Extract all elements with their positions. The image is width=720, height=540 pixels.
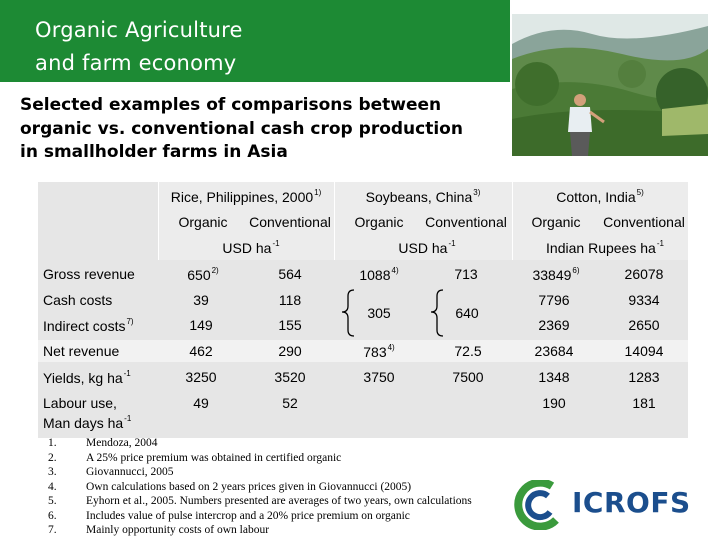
crop-header-cotton: Cotton, India$^{5)}$ <box>556 188 644 205</box>
row-label-gross-revenue: Gross revenue <box>43 266 135 282</box>
cell-value: 462 <box>189 343 213 359</box>
icrofs-logo <box>512 476 691 532</box>
cell-value: 3520 <box>274 369 306 385</box>
cell-value: 7796 <box>538 292 570 308</box>
cell-value: 7500 <box>452 369 484 385</box>
cell-value: 783$^{4)}$ <box>363 343 395 360</box>
cell-value: 1283 <box>628 369 660 385</box>
cell-value: 564 <box>278 266 302 282</box>
title-line-1: Organic Agriculture <box>35 18 243 42</box>
cell-value: 1088$^{4)}$ <box>359 266 399 283</box>
unit-rice: USD $ha^{-1}$ <box>222 239 280 256</box>
cell-value: 72.5 <box>454 343 482 359</box>
cell-value: 9334 <box>628 292 660 308</box>
cell-value: 181 <box>632 395 656 411</box>
cell-value: 650$^{2)}$ <box>187 266 219 283</box>
cell-value: 49 <box>193 395 209 411</box>
unit-soybeans: USD $ha^{-1}$ <box>398 239 456 256</box>
subtitle-line: Selected examples of comparisons between <box>20 95 442 115</box>
cell-value: 155 <box>278 317 302 333</box>
cell-value: 2369 <box>538 317 570 333</box>
subtitle-line: in smallholder farms in Asia <box>20 142 288 162</box>
row-label-man-days: Man days $ha^{-1}$ <box>43 414 132 431</box>
cell-value: 26078 <box>624 266 664 282</box>
row-label-net-revenue: Net revenue <box>43 343 120 359</box>
title-bar <box>0 0 510 82</box>
subheader-conventional: Conventional <box>249 214 331 230</box>
cell-value: 190 <box>542 395 566 411</box>
cell-value: 149 <box>189 317 213 333</box>
icrofs-logo-mark-icon <box>512 480 566 530</box>
cell-value: 33849$^{6)}$ <box>532 266 580 283</box>
row-label-labour-use: Labour use, <box>43 395 117 411</box>
subheader-organic: Organic <box>531 214 581 230</box>
farm-photo <box>512 14 708 156</box>
subtitle <box>20 94 510 165</box>
crop-header-rice: Rice, Philippines, 2000$^{1)}$ <box>170 188 322 205</box>
subheader-conventional: Conventional <box>425 214 507 230</box>
row-label-yields: Yields, kg $ha^{-1}$ <box>43 369 131 386</box>
soy-combined-cost-organic: 305 <box>367 305 391 321</box>
title-line-2: and farm economy <box>35 51 237 75</box>
subheader-organic: Organic <box>354 214 404 230</box>
soy-combined-cost-conventional: 640 <box>455 305 479 321</box>
cell-value: 2650 <box>628 317 660 333</box>
cell-value: 3250 <box>185 369 217 385</box>
cell-value: 52 <box>282 395 298 411</box>
cell-value: 1348 <box>538 369 570 385</box>
logo-text: ICROFS <box>572 486 691 519</box>
cell-value: 3750 <box>363 369 395 385</box>
row-label-cash-costs: Cash costs <box>43 292 113 308</box>
subtitle-line: organic vs. conventional cash crop production <box>20 118 463 139</box>
cell-value: 39 <box>193 292 209 308</box>
cell-value: 23684 <box>534 343 574 359</box>
crop-header-soybeans: Soybeans, China$^{3)}$ <box>365 188 481 205</box>
cell-value: 290 <box>278 343 302 359</box>
cell-value: 14094 <box>624 343 664 359</box>
cell-value: 118 <box>278 292 302 308</box>
subheader-conventional: Conventional <box>603 214 685 230</box>
subheader-organic: Organic <box>178 214 228 230</box>
row-label-indirect-costs: Indirect costs$^{7)}$ <box>43 317 134 334</box>
unit-cotton: Indian Rupees $ha^{-1}$ <box>546 239 664 256</box>
cell-value: 713 <box>454 266 478 282</box>
